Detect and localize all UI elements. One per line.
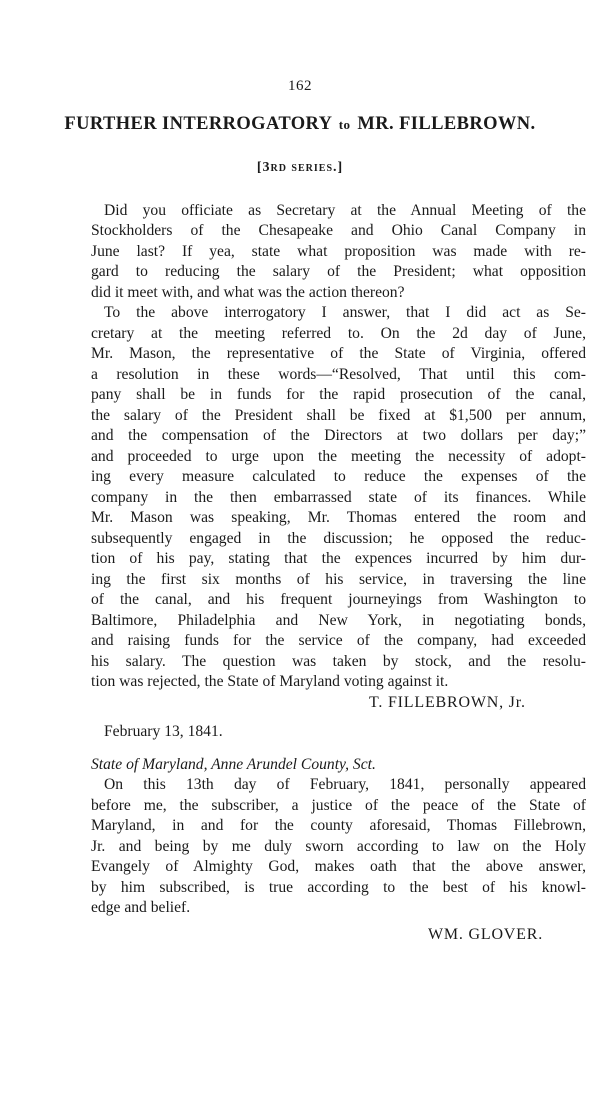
title-part-2: to: [338, 117, 351, 132]
text-line: To the above interrogatory I answer, that I did act as Se-: [104, 304, 586, 321]
text-line: Mr. Mason, the representative of the State of Virginia, offered: [91, 345, 586, 362]
text-line: cretary at the meeting referred to. On the 2d day of June,: [91, 325, 586, 342]
text-line: Did you officiate as Secretary at the Annual Meeting of the: [104, 202, 586, 219]
text-line: subsequently engaged in the discussion; he opposed the reduc-: [91, 530, 586, 547]
text-line: of the canal, and his frequent journeyings from Washington to: [91, 591, 586, 608]
text-line: by him subscribed, is true according to the best of his knowl-: [91, 879, 586, 896]
text-line: edge and belief.: [91, 899, 191, 916]
title-part-1: FURTHER INTERROGATORY: [64, 114, 332, 134]
text-line: before me, the subscriber, a justice of the peace of the State of: [91, 797, 586, 814]
page-number: 162: [288, 78, 312, 94]
text-line: Stockholders of the Chesapeake and Ohio Canal Company in: [91, 222, 586, 239]
text-line: Evangely of Almighty God, makes oath that the above answer,: [91, 858, 586, 875]
series-text: [3rd series.]: [256, 160, 344, 175]
text-line: company in the then embarrassed state of its finances. While: [91, 489, 586, 506]
text-line: ing the first six months of his service, in traversing the line: [91, 571, 586, 588]
text-line: tion of his pay, stating that the expences incurred by him dur-: [91, 550, 586, 567]
text-line: his salary. The question was taken by stock, and the resolu-: [91, 653, 586, 670]
title-part-3: MR. FILLEBROWN.: [357, 114, 536, 134]
text-line: the salary of the President shall be fixed at $1,500 per annum,: [91, 407, 586, 424]
text-line: a resolution in these words—“Resolved, That until this com-: [91, 366, 586, 383]
text-line: and proceeded to urge upon the meeting the necessity of adopt-: [91, 448, 586, 465]
text-line: On this 13th day of February, 1841, personally appeared: [104, 776, 586, 793]
text-line: pany shall be in funds for the rapid prosecution of the canal,: [91, 386, 586, 403]
text-line: June last? If yea, state what proposition was made with re-: [91, 243, 586, 260]
text-line: and raising funds for the service of the company, had exceeded: [91, 632, 586, 649]
text-line: Jr. and being by me duly sworn according to law on the Holy: [91, 838, 586, 855]
text-line: Maryland, in and for the county aforesaid, Thomas Fillebrown,: [91, 817, 586, 834]
text-line: Mr. Mason was speaking, Mr. Thomas entered the room and: [91, 509, 586, 526]
text-line: and the compensation of the Directors at two dollars per day;”: [91, 427, 586, 444]
text-line: tion was rejected, the State of Maryland voting against it.: [91, 673, 449, 690]
text-line: gard to reducing the salary of the President; what opposition: [91, 263, 586, 280]
venue-line: State of Maryland, Anne Arundel County, Sct.: [91, 756, 376, 773]
text-line: Baltimore, Philadelphia and New York, in negotiating bonds,: [91, 612, 586, 629]
date-line: February 13, 1841.: [104, 723, 223, 740]
signature-glover: WM. GLOVER.: [428, 926, 544, 943]
text-line: ing every measure calculated to reduce the expenses of the: [91, 468, 586, 485]
signature-fillebrown: T. FILLEBROWN, Jr.: [369, 694, 526, 711]
text-line: did it meet with, and what was the action thereon?: [91, 284, 405, 301]
